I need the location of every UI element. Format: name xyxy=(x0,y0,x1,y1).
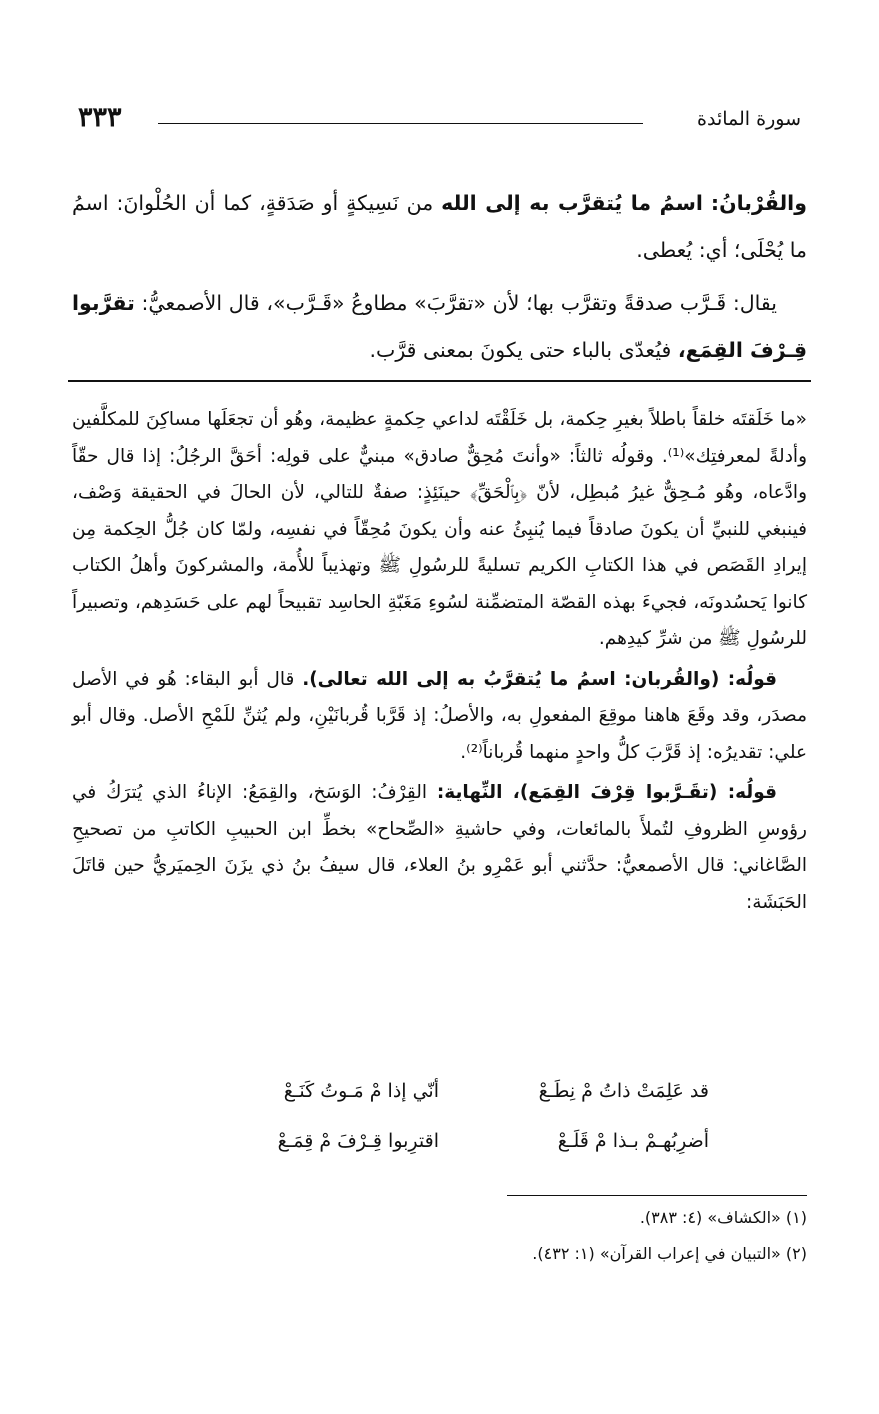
main-text-rest: فيُعدّى بالباء حتى يكونَ بمعنى قرَّب. xyxy=(369,338,672,362)
poem-verse xyxy=(229,1066,709,1116)
commentary-paragraph xyxy=(72,662,807,772)
commentary-paragraph xyxy=(72,775,807,921)
commentary-paragraph: «ما خَلَقتَه خلقاً باطلاً بغيرِ حِكمة، بل خَلَقْتَه لداعي حِكمةٍ عظيمة، وهُو أن تجعَلَها مساكِنَ للمكلَّفين وأدلةً لمعرفتِك»⁽¹⁾. وقولُه ثالثاً: «وأنتَ مُحِقٌّ صادق» مبنيٌّ على قولِه: أحَقَّ الرجُلُ: إذا قال حقّاً وادَّعاه، وهُو مُـحِقٌّ غيرُ مُبطِل، لأنّ ﴿بِٱلْحَقِّ﴾ حينَئِذٍ: صفةٌ للتالي، لأن الحالَ في الحقيقة وَصْف، فينبغي للنبيِّ أن يكونَ صادقاً فيما يُنبِئُ عنه وأن يكونَ مُحِقّاً في نفسِه، ولمّا كان جُلُّ الحِكمة مِن إيرادِ القَصَص في هذا الكتابِ الكريم تسليةً للرسُولِ ﷺ وتهذيباً للأُمة، والمشركونَ وأهلُ الكتاب كانوا يَحسُدونَه، فجيءَ بهذه القصّة المتضمِّنة لسُوءِ مَغَبّةِ الحاسِد تقبيحاً لهم على حَسَدِهم، وتصبيراً للرسُولِ ﷺ من شرِّ كيدِهم. xyxy=(72,409,808,649)
commentary-lemma: قولُه: (تقَـرَّبوا قِرْفَ القِمَع)، النِّهاية: xyxy=(436,782,777,803)
poem xyxy=(229,1066,709,1166)
footnote: (٢) «التبيان في إعراب القرآن» (١: ٤٣٢). xyxy=(532,1244,807,1263)
page-header xyxy=(78,102,801,158)
main-paragraph xyxy=(72,180,807,274)
main-term: والقُرْبانُ: xyxy=(710,191,807,215)
main-text xyxy=(72,180,807,380)
running-title: سورة المائدة xyxy=(697,108,801,130)
main-definition: اسمُ ما يُتقرَّب به إلى الله xyxy=(441,191,703,215)
poem-hemistich: أضرِبُهـمْ بـذا مْ قَلَـعْ xyxy=(557,1130,709,1152)
poem-hemistich: أنّي إذا مْ مَـوتُ كَنَـعْ xyxy=(283,1080,439,1102)
commentary-lemma: قولُه: (والقُربان: اسمُ ما يُتقرَّبُ به إلى الله تعالى). xyxy=(302,668,777,690)
main-quote: تقرَّبوا قِـرْفَ القِمَع، xyxy=(72,291,807,362)
main-text-segment: يقال: قَـرَّب صدقةً وتقرَّب بها؛ لأن «تقرَّبَ» مطاوعُ «قَـرَّب»، قال الأصمعيُّ: xyxy=(141,291,777,315)
main-paragraph xyxy=(72,280,807,374)
poem-hemistich: قد عَلِمَتْ ذاتُ مْ نِطَـعْ xyxy=(538,1080,709,1102)
poem-hemistich: اقترِبوا قِـرْفَ مْ قِمَـعْ xyxy=(277,1130,439,1152)
footnotes xyxy=(72,1200,807,1272)
footnote-divider xyxy=(507,1195,807,1196)
footnote: (١) «الكشاف» (٤: ٣٨٣). xyxy=(639,1208,807,1227)
page-number: ٣٣٣ xyxy=(78,102,122,133)
main-divider xyxy=(68,380,811,382)
poem-verse xyxy=(229,1116,709,1166)
commentary-body: القِرْفُ: الوَسَخ، والقِمَعُ: الإناءُ الذي يُترَكُ في رؤوسِ الظروفِ لتُملأَ بالمائعات، وفي حاشيةِ «الصِّحاح» بخطِّ ابن الحبيبِ الكاتبِ من تصحيحِ الصَّاغاني: قال الأصمعيُّ: حدَّثني أبو عَمْرِو بنُ العلاء، قال سيفُ بنُ ذي يزَنَ الحِميَريُّ حين قاتَلَ الحَبَشَة: xyxy=(72,782,807,913)
main-text-rest: من نَسِيكةٍ أو صَدَقةٍ، كما أن الحُلْوانَ: اسمُ ما يُحْلَى؛ أي: يُعطى. xyxy=(72,191,807,262)
commentary-body: قال أبو البقاء: هُو في الأصل مصدَر، وقد وقَعَ هاهنا موقِعَ المفعولِ به، والأصلُ: إذ قَرَّبا قُربانَيْنِ، ولم يُثنِّ للَمْحِ الأصل. وقال أبو علي: تقديرُه: إذ قَرَّبَ كلُّ واحدٍ منهما قُرباناً⁽²⁾. xyxy=(72,668,807,763)
commentary-text xyxy=(72,402,807,925)
header-rule xyxy=(158,123,643,124)
